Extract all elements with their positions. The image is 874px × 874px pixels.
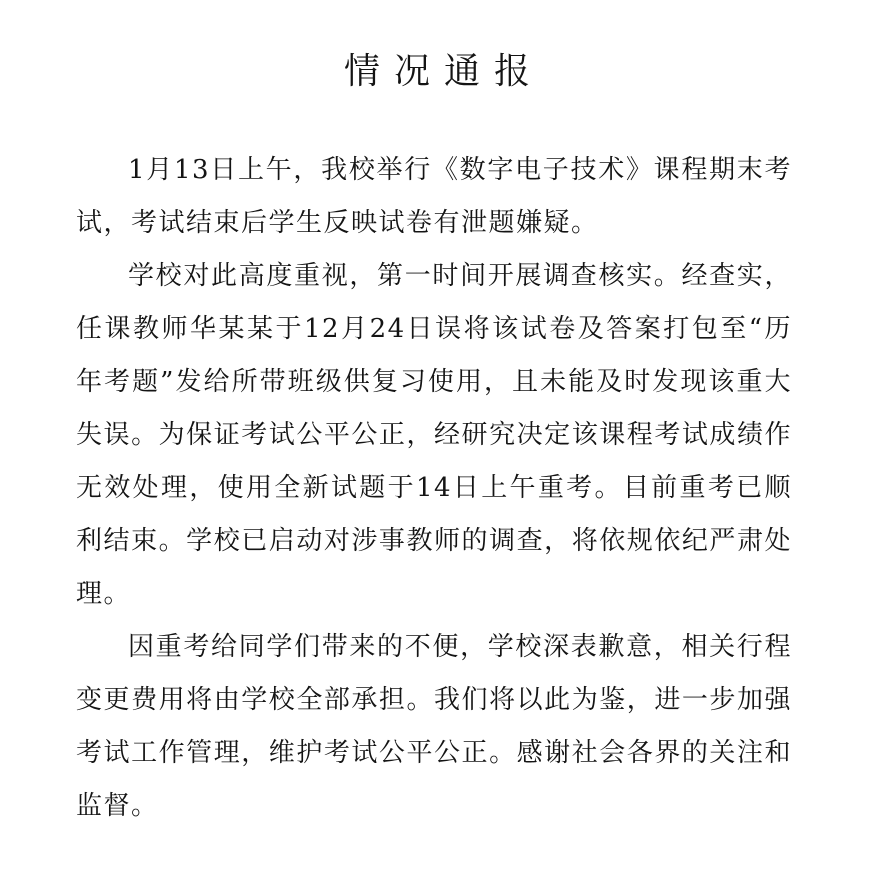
notice-body (76, 144, 792, 833)
page-title: 情况通报 (343, 51, 544, 92)
paragraph-investigation: 学校对此高度重视，第一时间开展调查核实。经查实，任课教师华某某于12月24日误将该试卷及答案打包至“历年考题”发给所带班级供复习使用，且未能及时发现该重大失误。为保证考试公平公正，经研究决定该课程考试成绩作无效处理，使用全新试题于14日上午重考。目前重考已顺利结束。学校已启动对涉事教师的调查，将依规依纪严肃处理。 (76, 261, 792, 609)
paragraph-exam-incident: 1月13日上午，我校举行《数字电子技术》课程期末考试，考试结束后学生反映试卷有泄题嫌疑。 (76, 155, 792, 238)
paragraph-apology: 因重考给同学们带来的不便，学校深表歉意，相关行程变更费用将由学校全部承担。我们将以此为鉴，进一步加强考试工作管理，维护考试公平公正。感谢社会各界的关注和监督。 (76, 632, 792, 821)
